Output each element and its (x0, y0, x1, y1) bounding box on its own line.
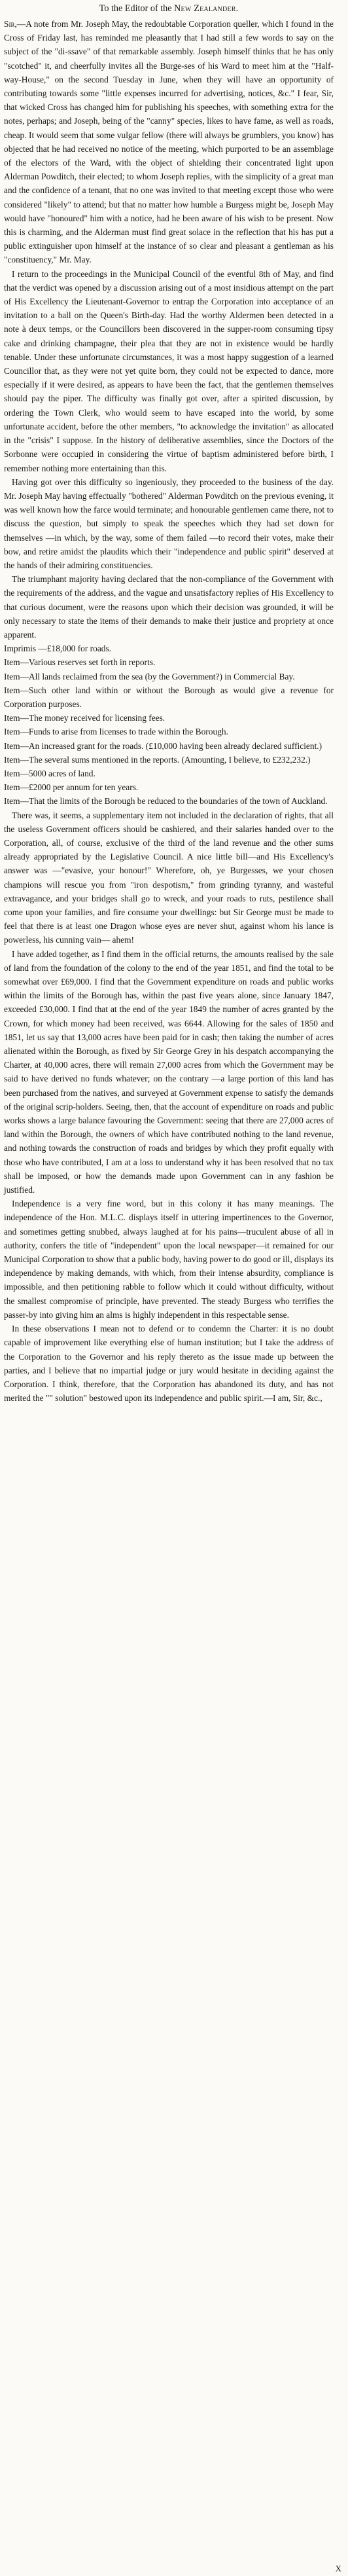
demand-item: Item—The money received for licensing fees. (4, 713, 165, 723)
newspaper-name: New Zealander. (174, 3, 239, 14)
paragraph-ball-invitation: I return to the proceedings in the Municipal Council of the eventful 8th of May, and find that the verdict was opened by a discussion arising out of a most insidious attempt on the part of His Excellency the Lieutenant-Governor to entrap the Corporation into acceptance of an invitation to a ball on the Queen's Birth-day. Had the worthy Aldermen been detected in a note à deux temps, or the Councillors been discovered in the supper-room consuming tipsy cake and drinking champagne, their plea that they are not in existence would be hardly tenable. Under these unfortunate circumstances, it was a most happy suggestion of a learned Councillor that, as they were not yet quite born, they could not be expected to dance, more especially if it were desired, as appears to have been the fact, that the gentlemen themselves should pay the piper. The difficulty was finally got over, after a spirited discussion, by ordering the Town Clerk, who would seem to have escaped into the world, by some unfortunate accident, before the other members, "to acknowledge the invitation" as allocated in the "crisis" I suppose. In the history of deliberative assemblies, since the Doctors of the Sorbonne were occupied in considering the virtue of baptism administered before birth, I remember nothing more entertaining than this. (4, 268, 334, 473)
paragraph-independence: Independence is a very fine word, but in this colony it has many meanings. The independence of the Hon. M.L.C. displays itself in uttering impertinences to the Governor, and sometimes getting snubbed, always laughed at for his pains—truculent abuse of all in authority, confers the title of "independent" upon the local newspaper—it remained for our Municipal Corporation to show that a public body, having power to do good or ill, displays its independence by making demands, with which, from their intense absurdity, compliance is impossible, and then petitioning rabble to follow which it could without difficulty, without the smallest compromise of principle, have prevented. The steady Burgess who terrifies the passer-by into giving him an alms is highly independent in this respectable sense. (4, 1199, 334, 1320)
demand-item: Item—Such other land within or without the Borough as would give a revenue for Corporation purposes. (4, 685, 334, 709)
paragraph-text: —A note from Mr. Joseph May, the redoubtable Corporation queller, which I found in the Cross of Friday last, has reminded me pleasantly that I had still a few words to say on the subject of the "di-ssave" of that remarkable assembly. Joseph himself thinks that he has only "scotched" it, and cheerfully invites all the Burge-ses of his Ward to meet him at the "Half-way-House," on the second Tuesday in June, when they will have an opportunity of contributing towards some "little expenses incurred for advertising, notices, &c." I fear, Sir, that wicked Cross has changed him for publishing his speeches, with something extra for the notes, perhaps; and Joseph, being of the "canny" species, likes to have fame, as well as roads, cheap. It would seem that some vulgar fellow (there will always be grumblers, you know) has objected that he had received no notice of the meeting, which purported to be an assemblage of the electors of the Ward, with the object of shielding their concentrated light upon Alderman Powditch, their elected; to whom Joseph replies, with the simplicity of a great man and the confidence of a tenant, that no one was invited to that meeting except those who were considered "likely" to attend; but that no matter how humble a Burgess might be, Joseph May would have "honoured" him with a notice, had he been aware of his wish to be present. Now this is charming, and the Alderman must find great solace in the reflection that his has put a public extinguisher upon himself at the instance of so clear and pleasant a gentleman as his "constituency," Mr. May. (4, 19, 334, 265)
demand-item: Item—All lands reclaimed from the sea (by the Government?) in Commercial Bay. (4, 671, 295, 681)
demand-item: Imprimis —£18,000 for roads. (4, 644, 112, 654)
headline-prefix: To the Editor of the (99, 3, 172, 14)
demand-item: Item—The several sums mentioned in the reports. (Amounting, I believe, to £232,232.) (4, 754, 311, 765)
paragraph-land-returns: I have added together, as I find them in the official returns, the amounts realised by the sale of land from the foundation of the colony to the end of the year 1851, and find the total to be somewhat over £69,000. I find that the Government expenditure on roads and public works within the limits of the Borough has, within the past five years alone, since January 1847, exceeded £30,000. I find that at the end of the year 1849 the number of acres granted by the Crown, for which money had been received, was 6644. Allowing for the sales of 1850 and 1851, let us say that 13,000 acres have been paid for in cash; then taking the number of acres alienated within the Borough, as fixed by Sir George Grey in his despatch accompanying the Charter, at 40,000 acres, there will remain 27,000 acres from which the Government may be said to have derived no funds whatever; on the contrary —a large portion of this land has been purchased from the natives, and surveyed at Government expense to satisfy the demands of the original scrip-holders. Seeing, then, that the account of expenditure on roads and public works shows a large balance favouring the Government: seeing that there are 27,000 acres of land within the Borough, the owners of which have contributed nothing to the land revenue, and nothing towards the construction of roads and bridges by which they profit equally with those who have contributed, I am at a loss to understand why it has been resolved that no tax shall be imposed, or how the demands made upon Government can in any fashion be justified. (4, 949, 334, 1195)
demand-item: Item—An increased grant for the roads. (£10,000 having been already declared sufficient.) (4, 740, 322, 751)
paragraph-opening (4, 17, 334, 267)
letter-to-editor (4, 0, 334, 1405)
paragraph-council-business: Having got over this difficulty so ingeniously, they proceeded to the business of the day. Mr. Joseph May having effectually "bothered" Alderman Powditch on the previous evening, it was well known how the farce would terminate; and honourable gentlemen came there, not to discuss the question, but simply to speak the speeches which they had set down for themselves —in which, by the way, some of them failed —to record their votes, make their bow, and retire amidst the plaudits which their "independence and public spirit" deserved at the hands of their admiring constituencies. (4, 477, 334, 570)
demand-item: Item—Various reserves set forth in reports. (4, 657, 156, 668)
demand-item: Item—5000 acres of land. (4, 768, 96, 778)
demand-item: Item—£2000 per annum for ten years. (4, 782, 139, 793)
paragraph-conclusion: In these observations I mean not to defend or to condemn the Charter: it is no doubt capable of improvement like everything else of human institution; but I take the address of the Corporation to the Governor and his reply thereto as the issue made up between the parties, and I believe that no impartial judge or jury would hesitate in deciding against the Corporation. I think, therefore, that the Corporation has abandoned its duty, and has not merited the "" solution" bestowed upon its independence and public spirit.—I am, Sir, &c., (4, 1324, 334, 1404)
demand-item: Item—That the limits of the Borough be reduced to the boundaries of the town of Auckland. (4, 796, 328, 807)
demand-item: Item—Funds to arise from licenses to trade within the Borough. (4, 727, 228, 737)
letter-headline (4, 3, 334, 14)
paragraph-majority-demands: The triumphant majority having declared that the non-compliance of the Government with the requirements of the address, and the vague and unsatisfactory replies of His Excellency to that curious document, were the reasons upon which their decision was grounded, it will be only necessary to state the items of their demands to make their justice and propriety at once apparent. (4, 574, 334, 640)
paragraph-supplementary-item: There was, it seems, a supplementary item not included in the declaration of rights, that all the useless Government officers should be cashiered, and their salaries handed over to the Corporation, all, of course, exclusive of the third of the land revenue and the other sums already appropriated by the Legislative Council. A nice little bill—and His Excellency's answer was —"evasive, your honour!" Wherefore, oh, ye Burgesses, we your chosen champions will rescue you from "iron despotism," from grinding tyranny, and wasteful extravagance, and your bridges shall go to wreck, and your roads to ruts, pestilence shall come upon your families, and fire consume your dwellings: but Sir George must be made to feel that there is at least one Dragon whose eyes are never shut, against whom his lance is powerless, his cunning vain— ahem! (4, 810, 334, 945)
signature-initial: X (335, 2564, 341, 2573)
salutation: Sir, (4, 19, 17, 29)
